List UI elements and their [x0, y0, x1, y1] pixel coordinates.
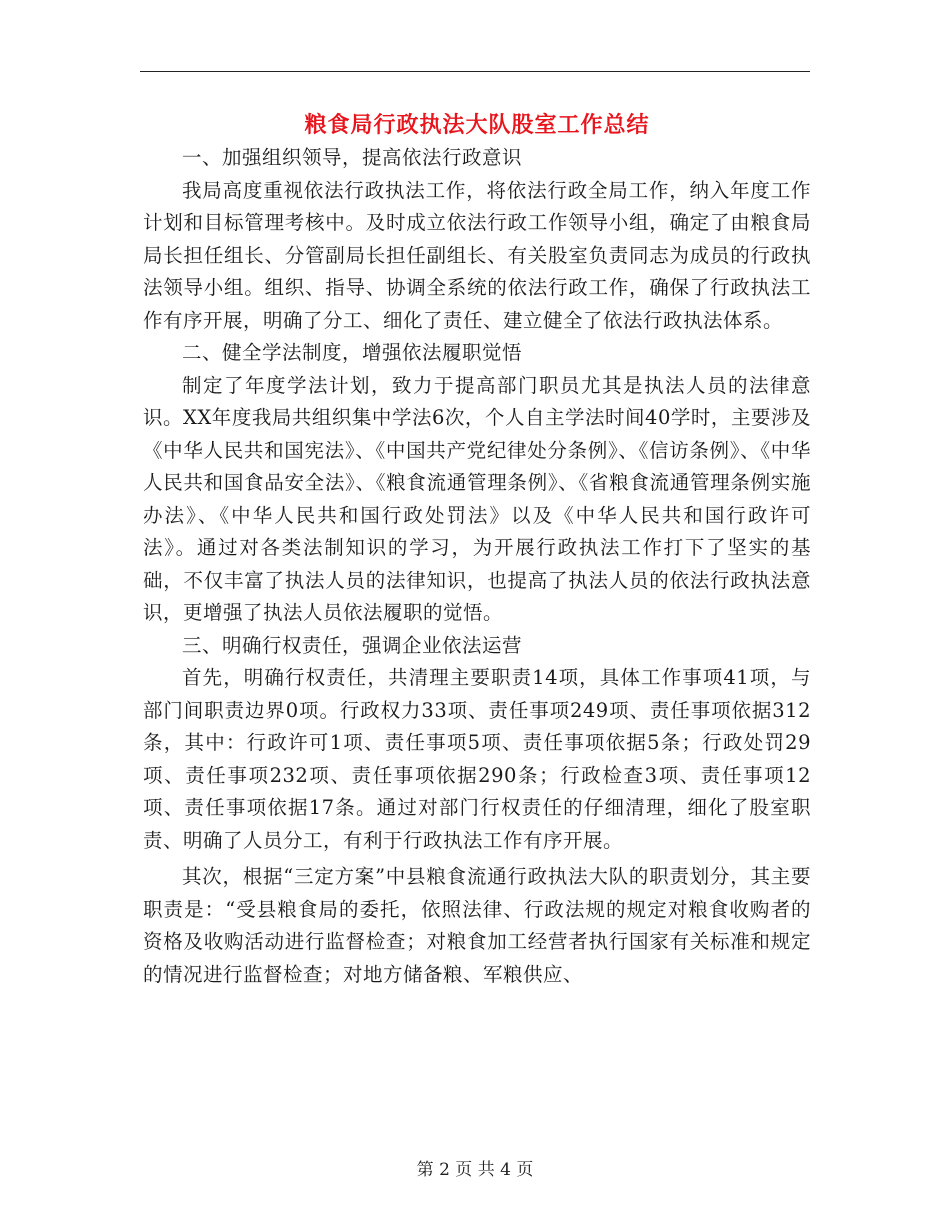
- section-heading-1: 一、加强组织领导，提高依法行政意识: [182, 146, 523, 169]
- document-body: [143, 108, 811, 991]
- section-1-paragraph-1: 我局高度重视依法行政执法工作，将依法行政全局工作，纳入年度工作计划和目标管理考核中。及时成立依法行政工作领导小组，确定了由粮食局局长担任组长、分管副局长担任副组长、有关股室负责同志为成员的行政执法领导小组。组织、指导、协调全系统的依法行政工作，确保了行政执法工作有序开展，明确了分工、细化了责任、建立健全了依法行政执法体系。: [143, 178, 811, 332]
- section-2-paragraph-1: 制定了年度学法计划，致力于提高部门职员尤其是执法人员的法律意识。XX年度我局共组织集中学法6次，个人自主学法时间40学时，主要涉及《中华人民共和国宪法》、《中国共产党纪律处分条例》、《信访条例》、《中华人民共和国食品安全法》、《粮食流通管理条例》、《省粮食流通管理条例实施办法》、《中华人民共和国行政处罚法》以及《中华人民共和国行政许可法》。通过对各类法制知识的学习，为开展行政执法工作打下了坚实的基础，不仅丰富了执法人员的法律知识，也提高了执法人员的依法行政执法意识，更增强了执法人员依法履职的觉悟。: [143, 373, 811, 624]
- section-heading-2: 二、健全学法制度，增强依法履职觉悟: [182, 341, 523, 364]
- document-title: 粮食局行政执法大队股室工作总结: [304, 112, 650, 138]
- header-rule: [140, 71, 810, 72]
- page-number: 第 2 页 共 4 页: [416, 1160, 534, 1180]
- section-3-paragraph-2: 其次，根据“三定方案”中县粮食流通行政执法大队的职责划分，其主要职责是：“受县粮食局的委托，依照法律、行政法规的规定对粮食收购者的资格及收购活动进行监督检查；对粮食加工经营者执行国家有关标准和规定的情况进行监督检查；对地方储备粮、军粮供应、: [143, 865, 811, 986]
- section-3-paragraph-1: 首先，明确行权责任，共清理主要职责14项，具体工作事项41项，与部门间职责边界0项。行政权力33项、责任事项249项、责任事项依据312条，其中：行政许可1项、责任事项5项、责任事项依据5条；行政处罚29项、责任事项232项、责任事项依据290条；行政检查3项、责任事项12项、责任事项依据17条。通过对部门行权责任的仔细清理，细化了股室职责、明确了人员分工，有利于行政执法工作有序开展。: [143, 666, 811, 852]
- section-heading-3: 三、明确行权责任，强调企业依法运营: [182, 633, 523, 657]
